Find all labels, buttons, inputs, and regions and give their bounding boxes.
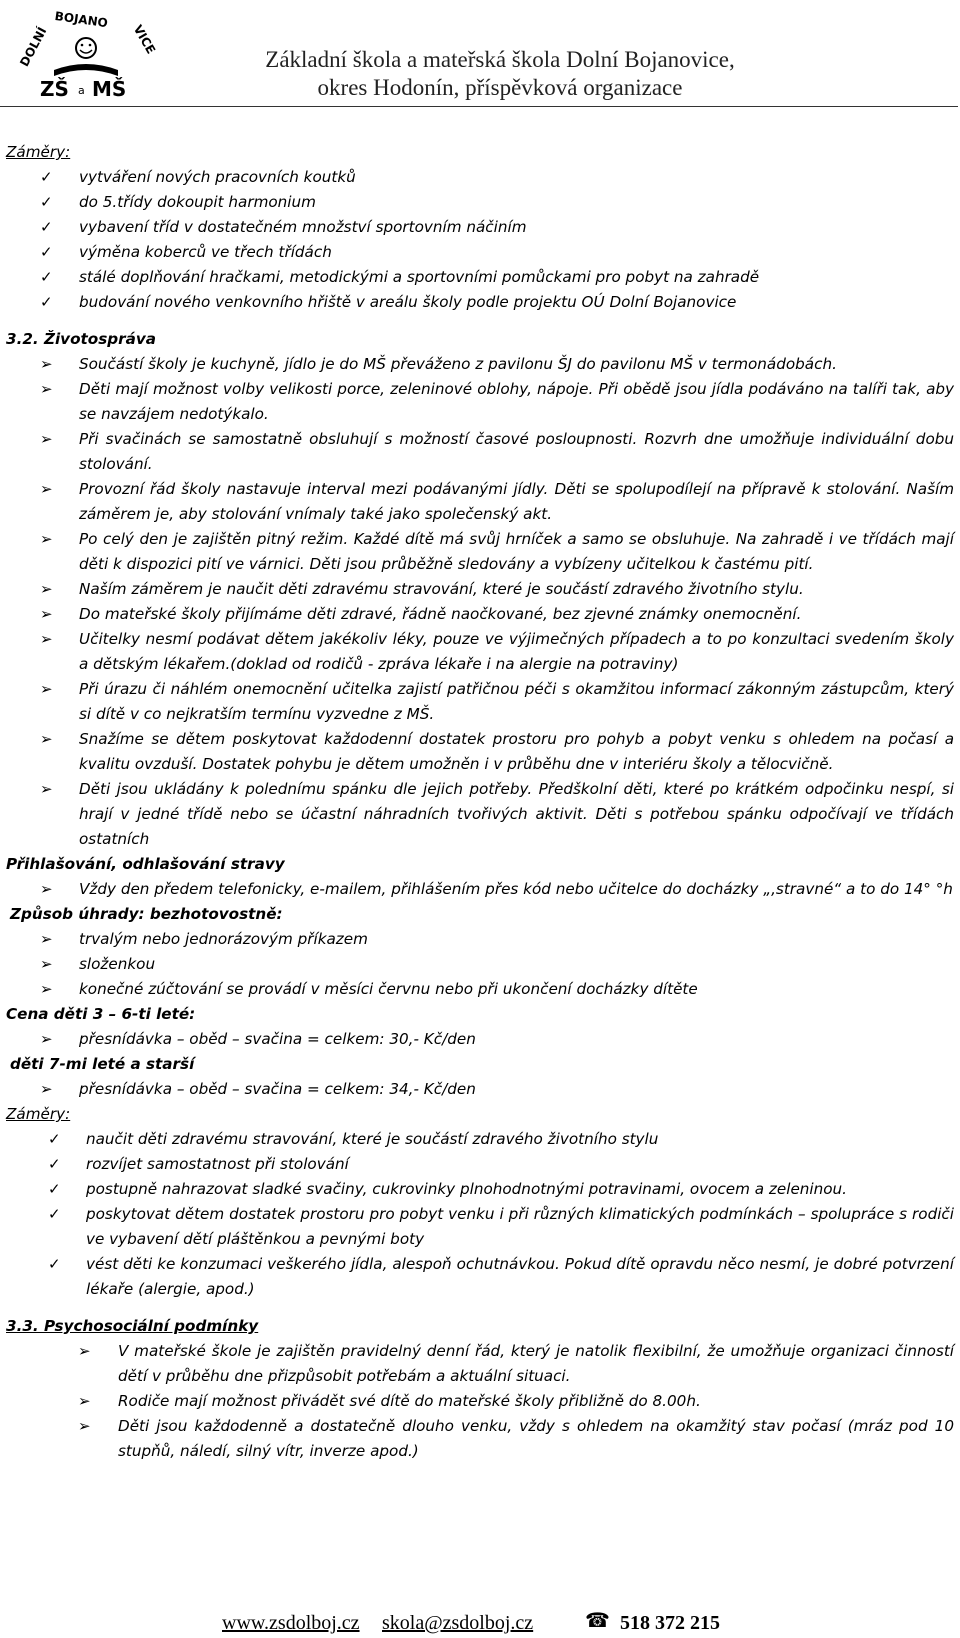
list-item-text: přesnídávka – oběd – svačina = celkem: 30,- Kč/den — [79, 1030, 476, 1048]
arrow-bullet-icon: ➢ — [40, 480, 53, 498]
checkmark-icon: ✓ — [48, 1130, 61, 1148]
arrow-bullet-icon: ➢ — [40, 980, 53, 998]
list-psychosocialni — [6, 1339, 954, 1464]
document-body — [6, 140, 954, 1464]
list-item — [6, 877, 954, 902]
arrow-bullet-icon: ➢ — [40, 955, 53, 973]
school-name-line1: Základní škola a mateřská škola Dolní Bojanovice, — [265, 47, 735, 72]
svg-text:DOLNÍ: DOLNÍ — [17, 24, 50, 69]
svg-text:VICE: VICE — [130, 22, 159, 57]
list-item-text: konečné zúčtování se provádí v měsíci červnu nebo při ukončení docházky dítěte — [79, 980, 698, 998]
list-item-text: trvalým nebo jednorázovým příkazem — [79, 930, 368, 948]
svg-text:ZŠ: ZŠ — [40, 77, 69, 101]
list-item-text: Naším záměrem je naučit děti zdravému stravování, které je součástí zdravého životního stylu. — [79, 580, 804, 598]
list-cena-7 — [6, 1077, 954, 1102]
arrow-bullet-icon: ➢ — [40, 630, 53, 648]
arrow-bullet-icon: ➢ — [40, 780, 53, 798]
heading-zivotosprava: 3.2. Životospráva — [6, 330, 157, 348]
list-item-text: Vždy den předem telefonicky, e-mailem, přihlášením přes kód nebo učitelce do docházky „,stravné“ a to do 14° °h — [79, 880, 953, 898]
arrow-bullet-icon: ➢ — [40, 880, 53, 898]
list-item — [6, 1177, 954, 1202]
list-item — [6, 1077, 954, 1102]
list-item — [6, 727, 954, 777]
list-item-text: postupně nahrazovat sladké svačiny, cukrovinky plnohodnotnými potravinami, ovocem a zeleninou. — [86, 1180, 848, 1198]
list-platba — [6, 927, 954, 1002]
arrow-bullet-icon: ➢ — [40, 380, 53, 398]
list-item-text: Při svačinách se samostatně obsluhují s možností časové posloupnosti. Rozvrh dne umožňuje individuální dobu stolování. — [79, 430, 954, 473]
svg-text:BOJANO: BOJANO — [53, 8, 109, 31]
list-item-text: Do mateřské školy přijímáme děti zdravé, řádně naočkované, bez zjevné známky onemocnění. — [79, 605, 802, 623]
checkmark-icon: ✓ — [40, 218, 53, 236]
list-item — [6, 1027, 954, 1052]
school-logo — [14, 4, 164, 102]
checkmark-icon: ✓ — [48, 1205, 61, 1223]
arrow-bullet-icon: ➢ — [78, 1342, 91, 1360]
list-zamery-1 — [6, 165, 954, 315]
checkmark-icon: ✓ — [40, 293, 53, 311]
list-item — [6, 427, 954, 477]
svg-text:a: a — [78, 84, 85, 97]
footer-email-link[interactable]: skola@zsdolboj.cz — [382, 1612, 534, 1634]
list-item — [6, 1414, 954, 1464]
arrow-bullet-icon: ➢ — [40, 1080, 53, 1098]
heading-zamery-2: Záměry: — [6, 1105, 71, 1123]
heading-prihlasovani: Přihlašování, odhlašování stravy — [6, 855, 285, 873]
heading-zamery-1: Záměry: — [6, 143, 71, 161]
school-name — [210, 46, 790, 102]
list-zivotosprava — [6, 352, 954, 852]
list-item — [6, 352, 954, 377]
list-item-text: Součástí školy je kuchyně, jídlo je do MŠ převáženo z pavilonu ŠJ do pavilonu MŠ v termonádobách. — [79, 355, 837, 373]
list-item-text: složenkou — [79, 955, 156, 973]
list-item — [6, 1152, 954, 1177]
list-item — [6, 477, 954, 527]
checkmark-icon: ✓ — [40, 268, 53, 286]
footer-website-link[interactable]: www.zsdolboj.cz — [222, 1612, 360, 1634]
list-item-text: vytváření nových pracovních koutků — [79, 168, 356, 186]
list-item-text: Učitelky nesmí podávat dětem jakékoliv léky, pouze ve výjimečných případech a to po konzultaci svedením školy a dětským lékařem.(doklad od rodičů - zpráva lékaře i na alergie na potraviny) — [79, 630, 954, 673]
list-item-text: do 5.třídy dokoupit harmonium — [79, 193, 316, 211]
arrow-bullet-icon: ➢ — [78, 1417, 91, 1435]
list-item-text: budování nového venkovního hřiště v areálu školy podle projektu OÚ Dolní Bojanovice — [79, 293, 737, 311]
list-item-text: Děti mají možnost volby velikosti porce, zeleninové oblohy, nápoje. Při obědě jsou jídla podáváno na talíři tak, aby se navzájem nedotýkalo. — [79, 380, 954, 423]
heading-platba: Způsob úhrady: bezhotovostně: — [10, 905, 283, 923]
phone-icon: ☎ — [585, 1610, 610, 1632]
checkmark-icon: ✓ — [48, 1155, 61, 1173]
list-prihlasovani — [6, 877, 954, 902]
list-item-text: Po celý den je zajištěn pitný režim. Každé dítě má svůj hrníček a samo se obsluhuje. Na zahradě i ve třídách mají děti k dispozici pití ve várnici. Děti jsou průběžně sledovány a vybízeny učitelkou k častému pití. — [79, 530, 954, 573]
list-item — [6, 627, 954, 677]
list-item-text: naučit děti zdravému stravování, které je součástí zdravého životního stylu — [86, 1130, 659, 1148]
list-item — [6, 290, 954, 315]
list-zamery-2 — [6, 1127, 954, 1302]
list-item-text: přesnídávka – oběd – svačina = celkem: 34,- Kč/den — [79, 1080, 476, 1098]
list-cena-3-6 — [6, 1027, 954, 1052]
arrow-bullet-icon: ➢ — [40, 1030, 53, 1048]
arrow-bullet-icon: ➢ — [78, 1392, 91, 1410]
arrow-bullet-icon: ➢ — [40, 930, 53, 948]
list-item-text: vést děti ke konzumaci veškerého jídla, alespoň ochutnávkou. Pokud dítě opravdu něco nesmí, je dobré potvrzení lékaře (alergie, apod.) — [86, 1255, 954, 1298]
checkmark-icon: ✓ — [48, 1255, 61, 1273]
checkmark-icon: ✓ — [48, 1180, 61, 1198]
page-footer — [0, 1610, 960, 1638]
list-item-text: stálé doplňování hračkami, metodickými a sportovními pomůckami pro pobyt na zahradě — [79, 268, 760, 286]
header-divider — [0, 106, 958, 107]
list-item — [6, 1252, 954, 1302]
checkmark-icon: ✓ — [40, 193, 53, 211]
list-item — [6, 190, 954, 215]
arrow-bullet-icon: ➢ — [40, 680, 53, 698]
list-item — [6, 577, 954, 602]
arrow-bullet-icon: ➢ — [40, 580, 53, 598]
list-item-text: V mateřské škole je zajištěn pravidelný denní řád, který je natolik flexibilní, že umožňuje organizaci činností dětí v průběhu dne přizpůsobit potřebám a aktuální situaci. — [118, 1342, 954, 1385]
list-item — [6, 602, 954, 627]
list-item-text: Děti jsou ukládány k polednímu spánku dle jejich potřeby. Předškolní děti, které po krátkém odpočinku nespí, si hrají v jedné třídě nebo se účastní náhradních tvořivých aktivit. Děti s potřebou spánku odpočívají ve třídách ostatních — [79, 780, 954, 848]
arrow-bullet-icon: ➢ — [40, 730, 53, 748]
list-item-text: Rodiče mají možnost přivádět své dítě do mateřské školy přibližně do 8.00h. — [118, 1392, 701, 1410]
list-item — [6, 265, 954, 290]
list-item — [6, 677, 954, 727]
heading-cena-3-6: Cena děti 3 – 6-ti leté: — [6, 1005, 196, 1023]
list-item — [6, 165, 954, 190]
list-item — [6, 215, 954, 240]
list-item-text: Provozní řád školy nastavuje interval mezi podávanými jídly. Děti se spolupodílejí na přípravě k stolování. Naším záměrem je, aby stolování vnímaly také jako společenský akt. — [79, 480, 954, 523]
list-item-text: výměna koberců ve třech třídách — [79, 243, 332, 261]
list-item — [6, 377, 954, 427]
list-item — [6, 952, 954, 977]
list-item — [6, 240, 954, 265]
arrow-bullet-icon: ➢ — [40, 355, 53, 373]
checkmark-icon: ✓ — [40, 168, 53, 186]
list-item — [6, 1389, 954, 1414]
list-item-text: rozvíjet samostatnost při stolování — [86, 1155, 349, 1173]
list-item-text: poskytovat dětem dostatek prostoru pro pobyt venku i při různých klimatických podmínkách – spolupráce s rodiči ve vybavení dětí pláštěnkou a pevnými boty — [86, 1205, 954, 1248]
arrow-bullet-icon: ➢ — [40, 530, 53, 548]
list-item — [6, 1127, 954, 1152]
list-item — [6, 527, 954, 577]
list-item — [6, 1339, 954, 1389]
heading-psychosocialni: 3.3. Psychosociální podmínky — [6, 1317, 259, 1335]
list-item-text: Snažíme se dětem poskytovat každodenní dostatek prostoru pro pohyb a pobyt venku s ohledem na počasí a kvalitu ovzduší. Dostatek pohybu je dětem umožněn i v průběhu dne v interiéru školy a tělocvičně. — [79, 730, 954, 773]
list-item-text: Při úrazu či náhlém onemocnění učitelka zajistí patřičnou péči s okamžitou informací zákonným zástupcům, který si dítě v co nejkratším termínu vyzvedne z MŠ. — [79, 680, 954, 723]
heading-cena-7: děti 7-mi leté a starší — [10, 1055, 195, 1073]
arrow-bullet-icon: ➢ — [40, 605, 53, 623]
list-item — [6, 977, 954, 1002]
school-name-line2: okres Hodonín, příspěvková organizace — [317, 75, 683, 100]
list-item-text: Děti jsou každodenně a dostatečně dlouho venku, vždy s ohledem na okamžitý stav počasí (mráz pod 10 stupňů, náledí, silný vítr, inverze apod.) — [118, 1417, 954, 1460]
checkmark-icon: ✓ — [40, 243, 53, 261]
list-item-text: vybavení tříd v dostatečném množství sportovním náčiním — [79, 218, 527, 236]
list-item — [6, 1202, 954, 1252]
list-item — [6, 927, 954, 952]
list-item — [6, 777, 954, 852]
page-header — [0, 0, 960, 110]
footer-phone: 518 372 215 — [620, 1612, 720, 1634]
arrow-bullet-icon: ➢ — [40, 430, 53, 448]
svg-text:MŠ: MŠ — [92, 77, 127, 101]
